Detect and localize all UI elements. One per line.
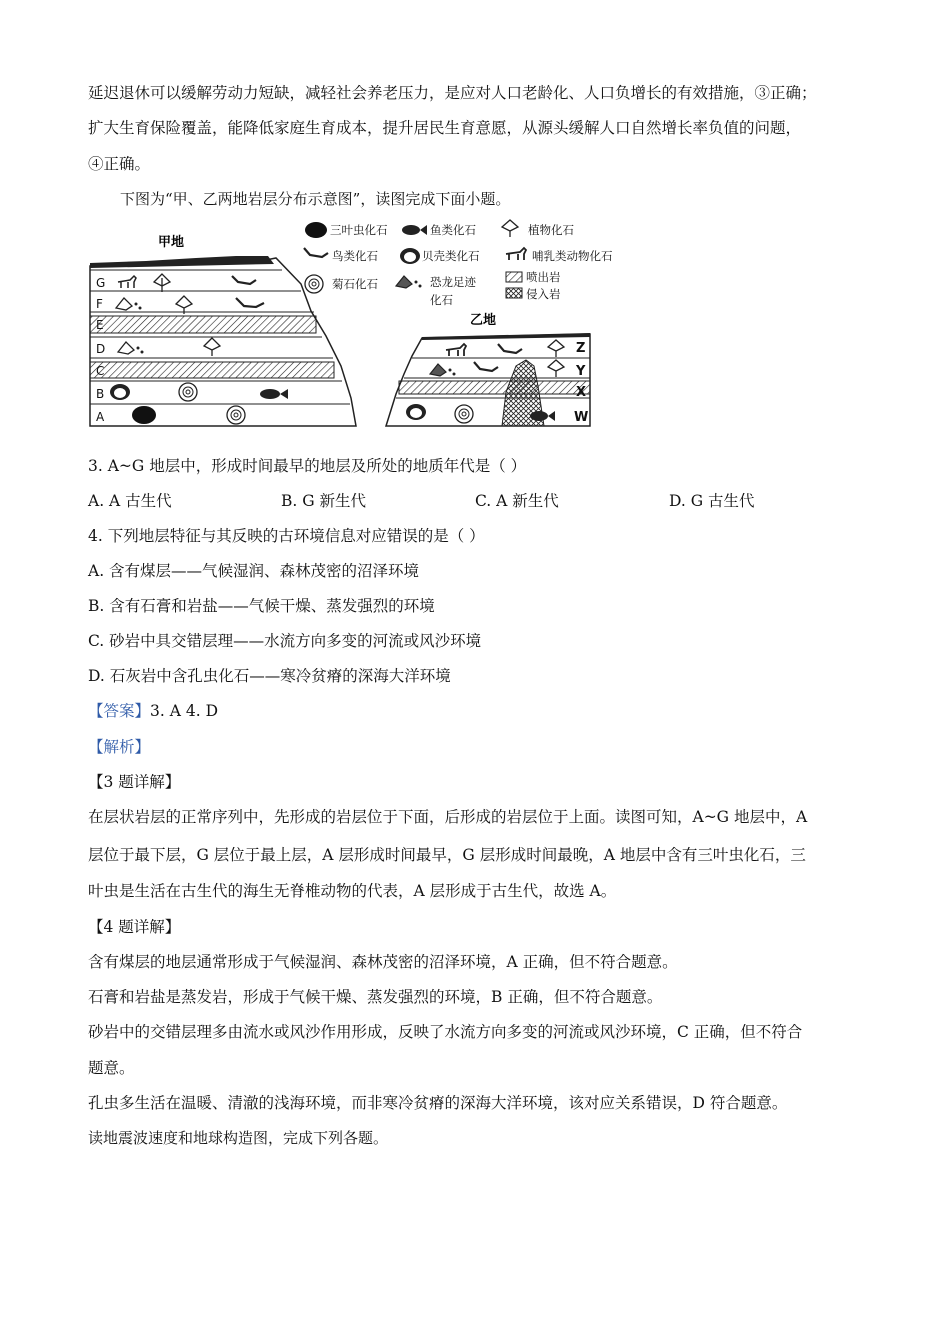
q4-stem: 4. 下列地层特征与其反映的古环境信息对应错误的是（ ） (88, 527, 485, 545)
shell-icon (400, 248, 420, 264)
legend-extrusive: 喷出岩 (526, 270, 561, 284)
detail3-line-3: 叶虫是生活在古生代的海生无脊椎动物的代表，A 层形成于古生代，故选 A。 (88, 882, 617, 900)
legend-intrusive: 侵入岩 (526, 287, 561, 301)
q4-option-d[interactable]: D. 石灰岩中含孔虫化石——寒冷贫瘠的深海大洋环境 (88, 667, 451, 685)
layer-label-a: A (96, 410, 105, 424)
legend (304, 220, 613, 307)
bird-icon (304, 248, 328, 257)
intrusive-swatch (506, 288, 522, 298)
legend-ammonite: 菊石化石 (332, 277, 378, 291)
detail4-line-5: 孔虫多生活在温暖、清澈的浅海环境，而非寒冷贫瘠的深海大洋环境，该对应关系错误，D 符合题意。 (88, 1094, 788, 1112)
layer-label-b: B (96, 387, 105, 401)
analysis-tag: 【解析】 (88, 738, 151, 756)
layer-label-x: X (576, 385, 587, 400)
dinosaur-footprint-icon (396, 276, 422, 288)
ammonite-icon (305, 275, 323, 293)
legend-mammal: 哺乳类动物化石 (532, 249, 613, 263)
trilobite-icon (305, 222, 327, 238)
trilobite-icon (132, 406, 156, 424)
q4-option-c[interactable]: C. 砂岩中具交错层理——水流方向多变的河流或风沙环境 (88, 632, 482, 650)
detail3-line-1: 在层状岩层的正常序列中，先形成的岩层位于下面，后形成的岩层位于上面。读图可知，A~G 地层中，A (88, 808, 808, 826)
detail4-line-2: 石膏和岩盐是蒸发岩，形成于气候干燥、蒸发强烈的环境，B 正确，但不符合题意。 (88, 988, 663, 1006)
detail4-title: 【4 题详解】 (88, 918, 181, 936)
detail4-line-4: 题意。 (88, 1059, 135, 1077)
q3-option-b[interactable]: B. G 新生代 (281, 492, 367, 510)
q3-option-a[interactable]: A. A 古生代 (88, 492, 172, 510)
extrusive-swatch (506, 272, 522, 282)
layer-label-w: W (574, 410, 589, 425)
site-a-label: 甲地 (158, 235, 185, 250)
detail3-title: 【3 题详解】 (88, 773, 181, 791)
q3-stem: 3. A~G 地层中，形成时间最早的地层及所处的地质年代是（ ） (88, 457, 527, 475)
layer-label-g: G (96, 276, 106, 290)
plant-icon (502, 220, 518, 237)
layer-label-c: C (96, 364, 105, 378)
intro-line-2: 扩大生育保险覆盖，能降低家庭生育成本，提升居民生育意愿，从源头缓解人口自然增长率负值的问题， (88, 119, 802, 137)
answer-tag: 【答案】 (88, 702, 151, 720)
answer-line (88, 700, 218, 722)
figure-intro: 下图为“甲、乙两地岩层分布示意图”，读图完成下面小题。 (120, 190, 511, 208)
rock-strata-figure (86, 216, 631, 436)
legend-bird: 鸟类化石 (332, 249, 378, 263)
layer-label-e: E (96, 318, 104, 332)
detail4-line-1: 含有煤层的地层通常形成于气候湿润、森林茂密的沼泽环境，A 正确，但不符合题意。 (88, 953, 678, 971)
answer-text: 3. A 4. D (150, 702, 218, 720)
legend-trilobite: 三叶虫化石 (330, 223, 388, 237)
legend-dinosaur-1: 恐龙足迹 (430, 275, 476, 289)
layer-label-d: D (96, 342, 106, 356)
detail3-line-2: 层位于最下层，G 层位于最上层，A 层形成时间最早，G 层形成时间最晚，A 地层中含有三叶虫化石，三 (88, 846, 806, 864)
q3-option-c[interactable]: C. A 新生代 (475, 492, 559, 510)
q4-option-a[interactable]: A. 含有煤层——气候湿润、森林茂密的沼泽环境 (88, 562, 420, 580)
legend-plant: 植物化石 (528, 223, 574, 237)
next-question-intro: 读地震波速度和地球构造图，完成下列各题。 (88, 1129, 389, 1147)
layer-label-f: F (96, 297, 103, 311)
layer-label-y: Y (576, 364, 586, 379)
layer-label-z: Z (576, 341, 586, 356)
q3-option-d[interactable]: D. G 古生代 (669, 492, 755, 510)
q4-option-b[interactable]: B. 含有石膏和岩盐——气候干燥、蒸发强烈的环境 (88, 597, 435, 615)
legend-shell: 贝壳类化石 (422, 249, 480, 263)
site-b-label: 乙地 (470, 313, 497, 328)
site-a-strata (90, 256, 356, 426)
intro-line-3: ④正确。 (88, 155, 151, 173)
shell-icon (406, 404, 426, 420)
intro-line-1: 延迟退休可以缓解劳动力短缺，减轻社会养老压力，是应对人口老龄化、人口负增长的有效措施，③正确； (88, 84, 817, 102)
mammal-icon (506, 248, 526, 260)
legend-fish: 鱼类化石 (430, 223, 476, 237)
fish-icon (402, 225, 427, 235)
legend-dinosaur-2: 化石 (430, 293, 453, 307)
shell-icon (110, 384, 130, 400)
detail4-line-3: 砂岩中的交错层理多由流水或风沙作用形成，反映了水流方向多变的河流或风沙环境，C 正确，但不符合 (88, 1023, 803, 1041)
